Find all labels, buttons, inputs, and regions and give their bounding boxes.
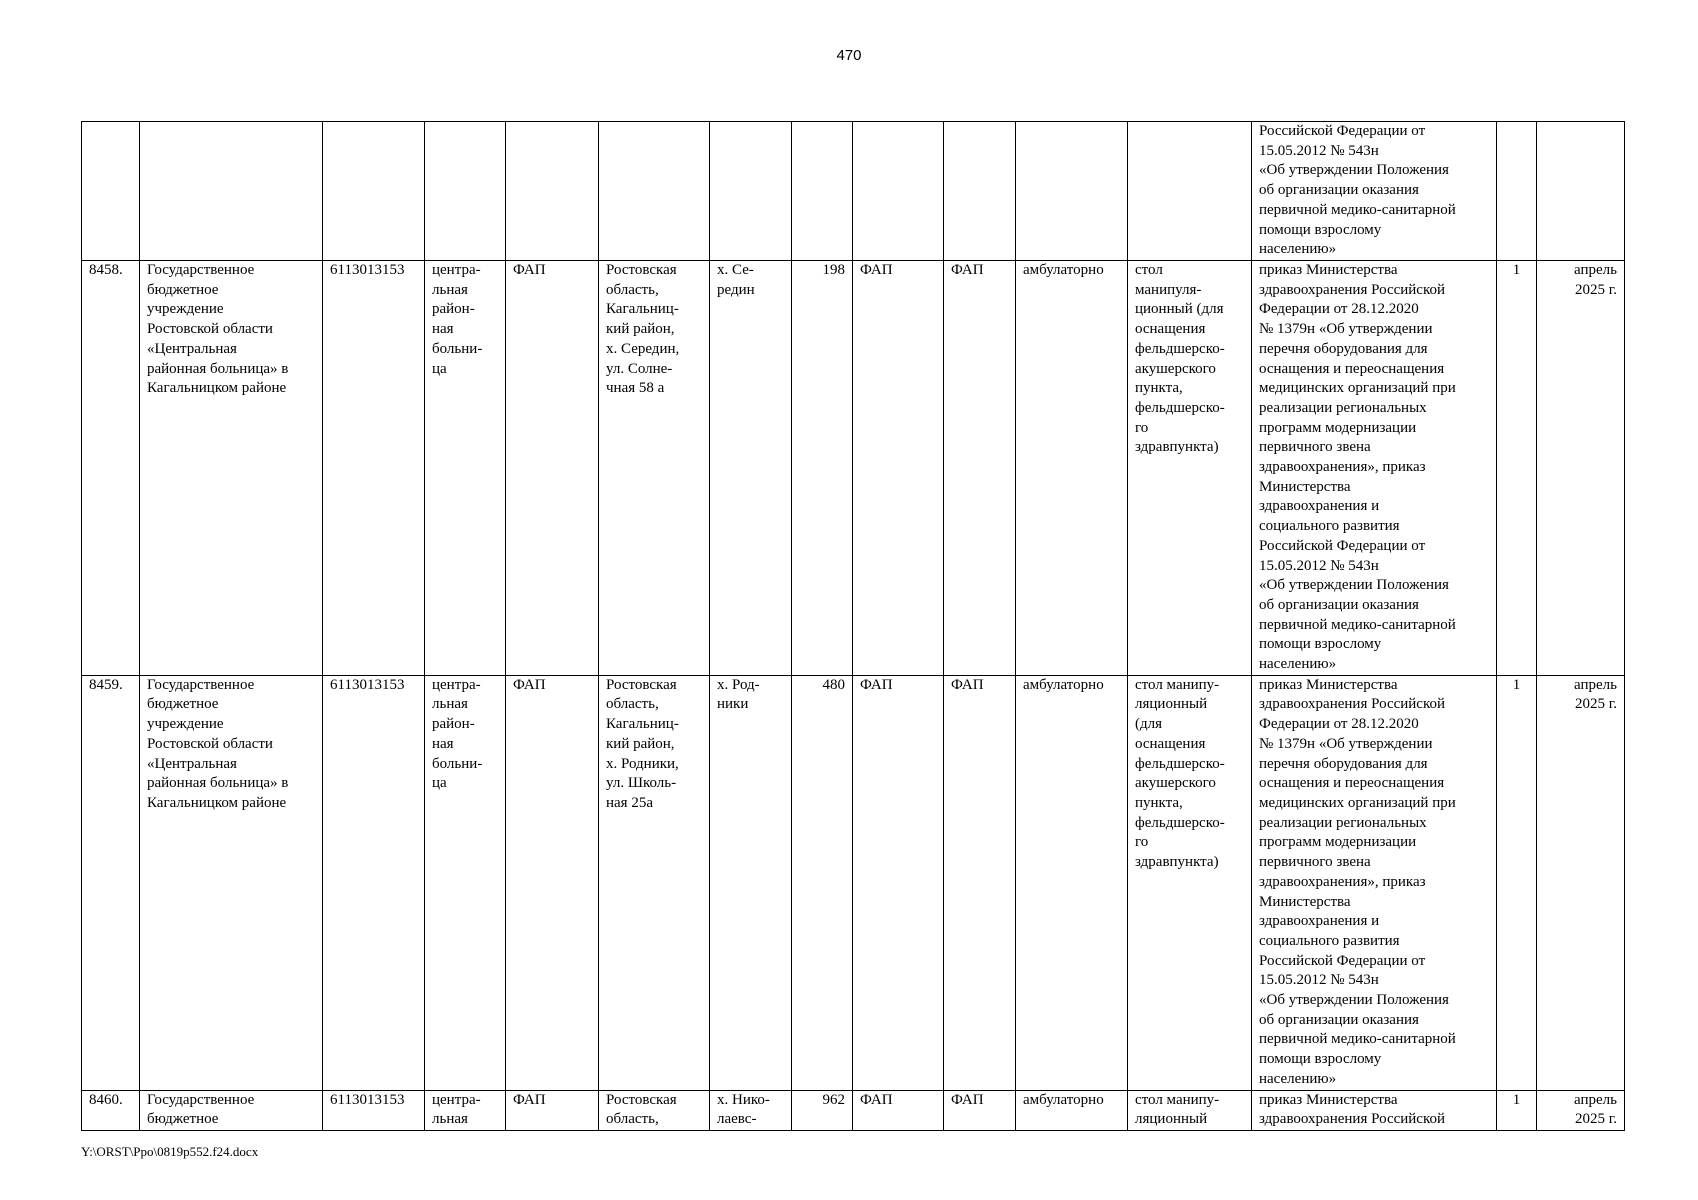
- cell-org-type: центра- льная: [425, 1090, 506, 1130]
- cell-inn: 6113013153: [323, 675, 425, 1090]
- page-number: 470: [836, 47, 862, 64]
- cell-quantity: 1: [1497, 261, 1537, 676]
- cell-date: [1537, 122, 1625, 261]
- cell-inn: 6113013153: [323, 261, 425, 676]
- cell-number: [82, 122, 140, 261]
- cell-unit-type: ФАП: [506, 675, 599, 1090]
- cell-address: Ростовская область, Кагальниц- кий район, х. Середин, ул. Солне- чная 58 а: [599, 261, 710, 676]
- cell-legal-basis: приказ Министерства здравоохранения Российской Федерации от 28.12.2020 № 1379н «Об утверждении перечня оборудования для оснащения и переоснащения медицинских организаций при реализации региональных программ модернизации первичного звена здравоохранения», приказ Министерства здравоохранения и социального развития Российской Федерации от 15.05.2012 № 543н «Об утверждении Положения об организации оказания первичной медико-санитарной помощи взрослому населению»: [1252, 261, 1497, 676]
- footer-file-path: Y:\ORST\Ppo\0819p552.f24.docx: [81, 1144, 259, 1159]
- cell-care-condition: амбулаторно: [1016, 675, 1128, 1090]
- cell-address: Ростовская область,: [599, 1090, 710, 1130]
- cell-org-type: [425, 122, 506, 261]
- cell-population: 962: [792, 1090, 853, 1130]
- cell-unit-type-2: ФАП: [853, 261, 944, 676]
- cell-address: Ростовская область, Кагальниц- кий район, х. Родники, ул. Школь- ная 25а: [599, 675, 710, 1090]
- cell-unit-type-2: ФАП: [853, 675, 944, 1090]
- cell-unit-type-3: ФАП: [944, 675, 1016, 1090]
- cell-date: апрель 2025 г.: [1537, 1090, 1625, 1130]
- cell-equipment: стол манипу- ляционный (для оснащения фельдшерско- акушерского пункта, фельдшерско- го здравпункта): [1128, 675, 1252, 1090]
- table-row-continuation: [82, 122, 1625, 261]
- cell-inn: 6113013153: [323, 1090, 425, 1130]
- cell-quantity: 1: [1497, 675, 1537, 1090]
- cell-population: 480: [792, 675, 853, 1090]
- cell-care-condition: амбулаторно: [1016, 261, 1128, 676]
- cell-equipment: стол манипуля- ционный (для оснащения фельдшерско- акушерского пункта, фельдшерско- го здравпункта): [1128, 261, 1252, 676]
- cell-settlement: [710, 122, 792, 261]
- cell-inn: [323, 122, 425, 261]
- cell-date: апрель 2025 г.: [1537, 675, 1625, 1090]
- cell-quantity: [1497, 122, 1537, 261]
- cell-legal-basis: Российской Федерации от 15.05.2012 № 543н «Об утверждении Положения об организации оказания первичной медико-санитарной помощи взрослому населению»: [1252, 122, 1497, 261]
- cell-unit-type-3: [944, 122, 1016, 261]
- cell-unit-type-3: ФАП: [944, 1090, 1016, 1130]
- cell-quantity: 1: [1497, 1090, 1537, 1130]
- cell-number: 8458.: [82, 261, 140, 676]
- cell-organization: Государственное бюджетное учреждение Ростовской области «Центральная районная больница» в Кагальницком районе: [140, 261, 323, 676]
- cell-legal-basis: приказ Министерства здравоохранения Российской Федерации от 28.12.2020 № 1379н «Об утверждении перечня оборудования для оснащения и переоснащения медицинских организаций при реализации региональных программ модернизации первичного звена здравоохранения», приказ Министерства здравоохранения и социального развития Российской Федерации от 15.05.2012 № 543н «Об утверждении Положения об организации оказания первичной медико-санитарной помощи взрослому населению»: [1252, 675, 1497, 1090]
- cell-care-condition: амбулаторно: [1016, 1090, 1128, 1130]
- cell-organization: [140, 122, 323, 261]
- cell-unit-type: ФАП: [506, 261, 599, 676]
- cell-unit-type: [506, 122, 599, 261]
- cell-legal-basis: приказ Министерства здравоохранения Российской: [1252, 1090, 1497, 1130]
- cell-date: апрель 2025 г.: [1537, 261, 1625, 676]
- table-row: [82, 261, 1625, 676]
- cell-care-condition: [1016, 122, 1128, 261]
- cell-organization: Государственное бюджетное учреждение Ростовской области «Центральная районная больница» в Кагальницком районе: [140, 675, 323, 1090]
- cell-number: 8459.: [82, 675, 140, 1090]
- cell-equipment: стол манипу- ляционный: [1128, 1090, 1252, 1130]
- cell-number: 8460.: [82, 1090, 140, 1130]
- cell-organization: Государственное бюджетное: [140, 1090, 323, 1130]
- cell-org-type: центра- льная район- ная больни- ца: [425, 675, 506, 1090]
- cell-settlement: х. Род- ники: [710, 675, 792, 1090]
- cell-population: [792, 122, 853, 261]
- cell-population: 198: [792, 261, 853, 676]
- cell-unit-type: ФАП: [506, 1090, 599, 1130]
- cell-settlement: х. Се- редин: [710, 261, 792, 676]
- cell-org-type: центра- льная район- ная больни- ца: [425, 261, 506, 676]
- cell-settlement: х. Нико- лаевс-: [710, 1090, 792, 1130]
- cell-unit-type-2: [853, 122, 944, 261]
- table-row: [82, 1090, 1625, 1130]
- cell-unit-type-3: ФАП: [944, 261, 1016, 676]
- cell-address: [599, 122, 710, 261]
- equipment-table: [81, 121, 1625, 1131]
- table-row: [82, 675, 1625, 1090]
- cell-unit-type-2: ФАП: [853, 1090, 944, 1130]
- cell-equipment: [1128, 122, 1252, 261]
